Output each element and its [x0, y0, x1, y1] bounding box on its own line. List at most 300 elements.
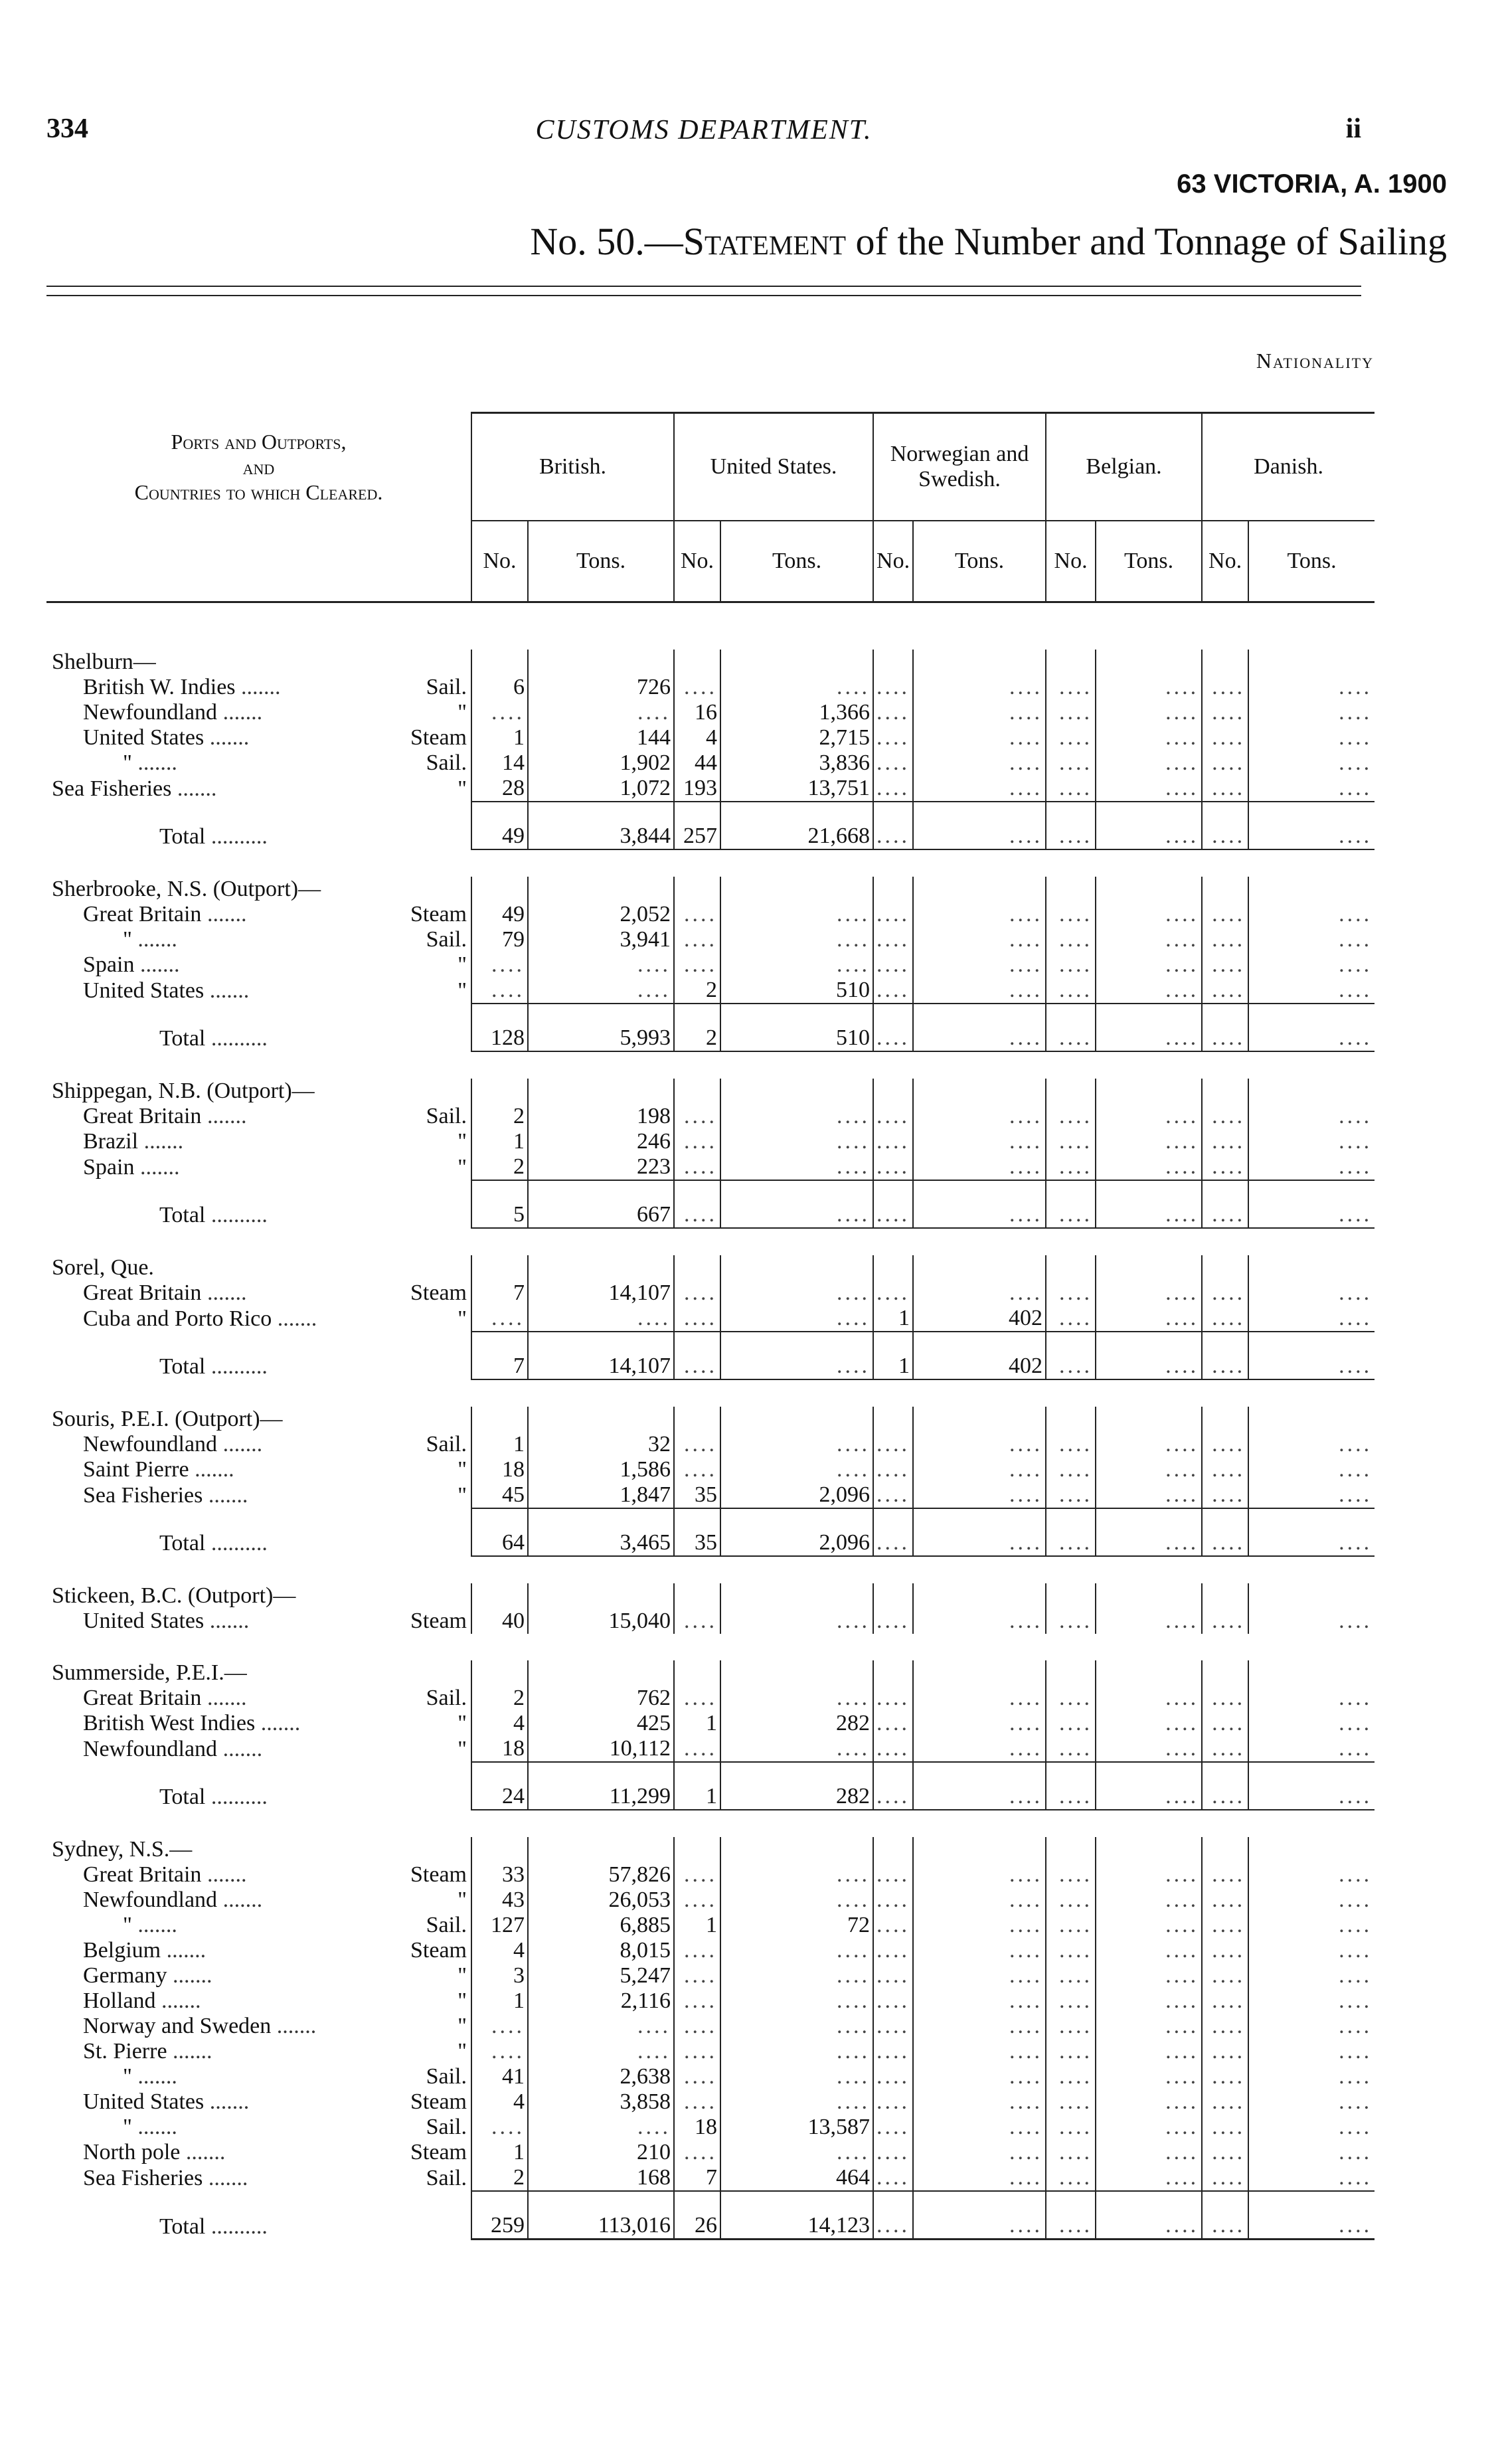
danish-no-empty	[1202, 1913, 1248, 1938]
danish-no-empty	[1202, 2165, 1248, 2191]
vessel-kind: Steam	[410, 725, 467, 750]
us-no: 4	[674, 725, 720, 750]
row-stub	[46, 1306, 471, 1332]
norw-swed-tons-empty	[913, 1004, 1046, 1051]
norw-swed-no-empty	[873, 1963, 913, 1988]
vessel-kind: Steam	[410, 1862, 467, 1887]
blank-cell	[1046, 877, 1096, 902]
danish-tons-empty	[1248, 1938, 1375, 1963]
vessel-kind: "	[458, 2039, 467, 2064]
belgian-no-empty	[1046, 1432, 1096, 1457]
british-tons-empty	[528, 2014, 674, 2039]
us-tons-empty	[720, 1862, 873, 1888]
us-no-empty	[674, 1736, 720, 1762]
spacer-row	[46, 1556, 1375, 1583]
country-name: United States	[83, 1609, 205, 1633]
belgian-no-empty	[1046, 1280, 1096, 1306]
dot-leader: .......	[203, 2166, 248, 2190]
british-tons: 11,299	[528, 1762, 674, 1810]
vessel-kind: "	[458, 1155, 467, 1180]
norw-swed-no-empty	[873, 952, 913, 978]
danish-no-empty	[1202, 1711, 1248, 1736]
blank-cell	[674, 1407, 720, 1432]
country-name: "	[123, 2064, 132, 2089]
us-tons: 13,751	[720, 776, 873, 802]
british-tons: 8,015	[528, 1938, 674, 1963]
spacer-cell	[46, 1634, 1375, 1660]
us-no-empty	[674, 1280, 720, 1306]
us-no: 18	[674, 2115, 720, 2140]
british-tons: 1,072	[528, 776, 674, 802]
belgian-no-empty	[1046, 902, 1096, 927]
us-no-empty	[674, 902, 720, 927]
us-no: 26	[674, 2191, 720, 2240]
norw-swed-tons-empty	[913, 902, 1046, 927]
dot-leader: ..........	[205, 1203, 268, 1227]
country-name: Germany	[83, 1963, 167, 1988]
total-stub	[46, 1180, 471, 1228]
dot-leader: .......	[189, 1457, 234, 1482]
blank-cell	[471, 1079, 528, 1104]
norw-swed-tons-empty	[913, 1154, 1046, 1180]
dot-leader: .......	[217, 1432, 263, 1456]
danish-tons-empty	[1248, 2165, 1375, 2191]
row-stub	[46, 1736, 471, 1762]
table-row	[46, 2115, 1375, 2140]
british-tons: 3,858	[528, 2089, 674, 2115]
us-tons-empty	[720, 1457, 873, 1482]
norw-swed-no: 1	[873, 1332, 913, 1379]
danish-no-empty	[1202, 2140, 1248, 2165]
british-no-empty	[471, 700, 528, 725]
norw-swed-no-empty	[873, 1609, 913, 1634]
dot-leader: ..........	[205, 1785, 268, 1809]
danish-tons-empty	[1248, 2140, 1375, 2165]
spacer-cell	[46, 849, 1375, 877]
danish-no-empty	[1202, 2115, 1248, 2140]
norw-swed-tons-empty	[913, 750, 1046, 776]
british-no: 41	[471, 2064, 528, 2089]
total-stub	[46, 1004, 471, 1051]
table-row	[46, 1432, 1375, 1457]
british-tons: 26,053	[528, 1888, 674, 1913]
row-stub	[46, 902, 471, 927]
blank-cell	[720, 1660, 873, 1686]
norw-swed-tons-empty	[913, 1508, 1046, 1556]
danish-no-empty	[1202, 1609, 1248, 1634]
blank-cell	[1046, 1660, 1096, 1686]
blank-cell	[1248, 1837, 1375, 1862]
us-tons-empty	[720, 2039, 873, 2064]
stub-header-line: Ports and Outports,	[171, 429, 347, 454]
belgian-tons-empty	[1096, 1913, 1202, 1938]
danish-tons-empty	[1248, 2014, 1375, 2039]
british-tons: 6,885	[528, 1913, 674, 1938]
spacer-cell	[46, 1810, 1375, 1837]
total-row	[46, 802, 1375, 849]
vessel-kind: Sail.	[426, 2064, 467, 2089]
country-name: Newfoundland	[83, 1888, 218, 1912]
danish-no-empty	[1202, 1888, 1248, 1913]
section-row	[46, 1407, 1375, 1432]
country-name: Spain	[83, 1155, 135, 1180]
row-stub	[46, 1457, 471, 1482]
norw-swed-no-empty	[873, 978, 913, 1004]
norw-swed-no-empty	[873, 700, 913, 725]
belgian-tons-empty	[1096, 802, 1202, 849]
blank-cell	[1046, 1079, 1096, 1104]
british-no: 43	[471, 1888, 528, 1913]
british-no: 4	[471, 1711, 528, 1736]
statement-word: Statement	[683, 220, 847, 263]
us-tons-empty	[720, 927, 873, 952]
blank-cell	[1046, 1583, 1096, 1609]
column-group-header: Danish.	[1202, 413, 1375, 521]
total-row	[46, 1762, 1375, 1810]
blank-cell	[1046, 1837, 1096, 1862]
belgian-no-empty	[1046, 1686, 1096, 1711]
belgian-tons-empty	[1096, 1104, 1202, 1129]
vessel-kind: "	[458, 952, 467, 977]
norw-swed-no-empty	[873, 725, 913, 750]
row-stub	[46, 1988, 471, 2014]
blank-cell	[1096, 1079, 1202, 1104]
dot-leader: .......	[271, 2014, 317, 2038]
belgian-tons-empty	[1096, 700, 1202, 725]
column-group-header: Norwegian and Swedish.	[873, 413, 1046, 521]
british-no: 6	[471, 675, 528, 700]
blank-cell	[913, 1255, 1046, 1280]
vessel-kind: "	[458, 1306, 467, 1331]
blank-cell	[471, 650, 528, 675]
danish-no-empty	[1202, 1280, 1248, 1306]
british-no-empty	[471, 1306, 528, 1332]
header-double-rule	[46, 286, 1361, 296]
table-row	[46, 2039, 1375, 2064]
vessel-kind: "	[458, 1963, 467, 1988]
us-tons: 2,096	[720, 1508, 873, 1556]
norw-swed-tons: 402	[913, 1332, 1046, 1379]
blank-cell	[1202, 1079, 1248, 1104]
us-no-empty	[674, 1686, 720, 1711]
blank-cell	[674, 1079, 720, 1104]
norw-swed-tons-empty	[913, 802, 1046, 849]
norw-swed-no-empty	[873, 1482, 913, 1508]
danish-tons-empty	[1248, 1280, 1375, 1306]
dot-leader: ..........	[205, 1026, 268, 1051]
belgian-no-empty	[1046, 1129, 1096, 1154]
danish-tons-empty	[1248, 1711, 1375, 1736]
country-name: "	[123, 2115, 132, 2139]
blank-cell	[1202, 1407, 1248, 1432]
blank-cell	[1202, 1255, 1248, 1280]
british-tons: 246	[528, 1129, 674, 1154]
us-tons-empty	[720, 1154, 873, 1180]
spacer-row	[46, 1228, 1375, 1255]
dot-leader: .......	[131, 750, 177, 775]
row-stub	[46, 1913, 471, 1938]
row-stub	[46, 2140, 471, 2165]
blank-cell	[528, 650, 674, 675]
norw-swed-no-empty	[873, 1457, 913, 1482]
table-row	[46, 978, 1375, 1004]
belgian-no-empty	[1046, 1482, 1096, 1508]
country-name: Belgium	[83, 1938, 161, 1963]
table-row	[46, 1963, 1375, 1988]
norw-swed-no-empty	[873, 776, 913, 802]
british-tons: 2,052	[528, 902, 674, 927]
danish-tons-empty	[1248, 1609, 1375, 1634]
norw-swed-no-empty	[873, 2140, 913, 2165]
belgian-tons-empty	[1096, 1129, 1202, 1154]
us-no: 2	[674, 1004, 720, 1051]
us-no-empty	[674, 1888, 720, 1913]
us-tons: 464	[720, 2165, 873, 2191]
belgian-tons-empty	[1096, 1457, 1202, 1482]
british-tons: 3,465	[528, 1508, 674, 1556]
belgian-no-empty	[1046, 1306, 1096, 1332]
us-tons-empty	[720, 1280, 873, 1306]
belgian-no-empty	[1046, 750, 1096, 776]
norw-swed-tons-empty	[913, 776, 1046, 802]
british-no: 259	[471, 2191, 528, 2240]
us-tons-empty	[720, 902, 873, 927]
spacer-row	[46, 602, 1375, 650]
belgian-no-empty	[1046, 2064, 1096, 2089]
table-row	[46, 1938, 1375, 1963]
country-name: Holland	[83, 1988, 156, 2013]
norw-swed-tons-empty	[913, 1104, 1046, 1129]
british-tons: 425	[528, 1711, 674, 1736]
danish-no-empty	[1202, 1104, 1248, 1129]
stub-header-line: Countries to which Cleared.	[134, 480, 383, 504]
no-header: No.	[471, 521, 528, 602]
blank-cell	[674, 1837, 720, 1862]
british-no: 4	[471, 1938, 528, 1963]
danish-tons-empty	[1248, 2089, 1375, 2115]
belgian-tons-empty	[1096, 1963, 1202, 1988]
vessel-kind: "	[458, 978, 467, 1003]
country-name: Saint Pierre	[83, 1457, 189, 1482]
danish-tons-empty	[1248, 1963, 1375, 1988]
norw-swed-no-empty	[873, 2191, 913, 2240]
us-no: 1	[674, 1711, 720, 1736]
norw-swed-tons-empty	[913, 952, 1046, 978]
danish-tons-empty	[1248, 952, 1375, 978]
british-tons: 223	[528, 1154, 674, 1180]
blank-cell	[873, 1583, 913, 1609]
us-tons: 72	[720, 1913, 873, 1938]
norw-swed-tons-empty	[913, 2039, 1046, 2064]
vessel-kind: Steam	[410, 2140, 467, 2164]
us-no-empty	[674, 1609, 720, 1634]
danish-tons-empty	[1248, 1686, 1375, 1711]
belgian-tons-empty	[1096, 2165, 1202, 2191]
blank-cell	[1096, 1255, 1202, 1280]
danish-tons-empty	[1248, 750, 1375, 776]
blank-cell	[528, 1255, 674, 1280]
british-tons: 2,116	[528, 1988, 674, 2014]
us-no-empty	[674, 1862, 720, 1888]
belgian-no-empty	[1046, 1762, 1096, 1810]
british-no: 14	[471, 750, 528, 776]
british-tons-empty	[528, 700, 674, 725]
vessel-kind: "	[458, 1457, 467, 1482]
dot-leader: .......	[161, 1938, 207, 1963]
belgian-no-empty	[1046, 1963, 1096, 1988]
belgian-no-empty	[1046, 1004, 1096, 1051]
norw-swed-no-empty	[873, 1280, 913, 1306]
norw-swed-tons-empty	[913, 1938, 1046, 1963]
spacer-row	[46, 849, 1375, 877]
table-row	[46, 1609, 1375, 1634]
row-stub	[46, 1938, 471, 1963]
blank-cell	[674, 1255, 720, 1280]
stub-header-line: and	[242, 454, 275, 479]
us-tons-empty	[720, 1180, 873, 1228]
us-no: 193	[674, 776, 720, 802]
total-row	[46, 1508, 1375, 1556]
blank-cell	[1248, 1407, 1375, 1432]
blank-cell	[873, 1407, 913, 1432]
table-row	[46, 2014, 1375, 2039]
british-tons-empty	[528, 2039, 674, 2064]
dot-leader: .......	[134, 1155, 180, 1180]
blank-cell	[913, 650, 1046, 675]
country-name: Great Britain	[83, 1686, 202, 1710]
blank-cell	[674, 877, 720, 902]
country-name: North pole	[83, 2140, 181, 2164]
norw-swed-tons-empty	[913, 2191, 1046, 2240]
us-no-empty	[674, 1129, 720, 1154]
norw-swed-no-empty	[873, 902, 913, 927]
us-no-empty	[674, 2089, 720, 2115]
column-group-header: Belgian.	[1046, 413, 1202, 521]
blank-cell	[528, 1407, 674, 1432]
no-header: No.	[1202, 521, 1248, 602]
belgian-no-empty	[1046, 978, 1096, 1004]
country-name: Sea Fisheries	[52, 776, 172, 801]
dot-leader: .......	[155, 1988, 201, 2013]
row-stub	[46, 2165, 471, 2191]
danish-tons-empty	[1248, 675, 1375, 700]
blank-cell	[913, 877, 1046, 902]
blank-cell	[1046, 650, 1096, 675]
us-no: 1	[674, 1762, 720, 1810]
british-tons: 762	[528, 1686, 674, 1711]
blank-cell	[1096, 650, 1202, 675]
belgian-tons-empty	[1096, 2014, 1202, 2039]
blank-cell	[1248, 1583, 1375, 1609]
us-tons-empty	[720, 2089, 873, 2115]
blank-cell	[471, 1407, 528, 1432]
table-row	[46, 1154, 1375, 1180]
british-tons: 14,107	[528, 1332, 674, 1379]
blank-cell	[1046, 1255, 1096, 1280]
belgian-tons-empty	[1096, 1508, 1202, 1556]
dot-leader: .......	[201, 1104, 247, 1128]
table-row	[46, 1913, 1375, 1938]
vessel-kind: Sail.	[426, 2166, 467, 2190]
british-tons: 5,993	[528, 1004, 674, 1051]
dot-leader: .......	[204, 725, 250, 750]
blank-cell	[1202, 1583, 1248, 1609]
stub-header-spacer	[46, 521, 471, 602]
vessel-kind: Sail.	[426, 927, 467, 952]
dot-leader: .......	[201, 1280, 247, 1305]
vessel-kind: Steam	[410, 902, 467, 926]
belgian-tons-empty	[1096, 1004, 1202, 1051]
us-tons-empty	[720, 1104, 873, 1129]
norw-swed-tons-empty	[913, 700, 1046, 725]
british-no: 1	[471, 2140, 528, 2165]
norw-swed-no-empty	[873, 1180, 913, 1228]
norw-swed-tons-empty	[913, 1280, 1046, 1306]
british-tons: 667	[528, 1180, 674, 1228]
norw-swed-no-empty	[873, 1888, 913, 1913]
section-row	[46, 1837, 1375, 1862]
session-label: 63 VICTORIA, A. 1900	[1177, 169, 1447, 199]
dot-leader: .......	[272, 1306, 317, 1331]
british-no: 40	[471, 1609, 528, 1634]
british-tons: 15,040	[528, 1609, 674, 1634]
british-no: 49	[471, 802, 528, 849]
british-no: 64	[471, 1508, 528, 1556]
spacer-cell	[46, 1051, 1375, 1079]
us-no-empty	[674, 2140, 720, 2165]
us-no-empty	[674, 1963, 720, 1988]
belgian-tons-empty	[1096, 2191, 1202, 2240]
british-tons: 2,638	[528, 2064, 674, 2089]
belgian-no-empty	[1046, 1508, 1096, 1556]
norw-swed-tons-empty	[913, 1711, 1046, 1736]
vessel-kind: "	[458, 1888, 467, 1912]
norw-swed-tons-empty	[913, 2115, 1046, 2140]
us-tons: 14,123	[720, 2191, 873, 2240]
us-no-empty	[674, 1457, 720, 1482]
british-no: 2	[471, 2165, 528, 2191]
us-tons: 2,715	[720, 725, 873, 750]
british-tons: 57,826	[528, 1862, 674, 1888]
vessel-kind: "	[458, 1129, 467, 1154]
belgian-no-empty	[1046, 2014, 1096, 2039]
row-stub	[46, 1862, 471, 1888]
british-no: 128	[471, 1004, 528, 1051]
row-stub	[46, 952, 471, 978]
norw-swed-tons-empty	[913, 2140, 1046, 2165]
british-no: 7	[471, 1280, 528, 1306]
danish-no-empty	[1202, 1862, 1248, 1888]
dot-leader: ..........	[205, 2214, 268, 2239]
spacer-row	[46, 1810, 1375, 1837]
norw-swed-tons-empty	[913, 1963, 1046, 1988]
belgian-no-empty	[1046, 700, 1096, 725]
belgian-tons-empty	[1096, 1609, 1202, 1634]
danish-no-empty	[1202, 1938, 1248, 1963]
dot-leader: .......	[138, 1129, 184, 1154]
danish-no-empty	[1202, 1457, 1248, 1482]
section-row	[46, 650, 1375, 675]
blank-cell	[720, 1837, 873, 1862]
belgian-tons-empty	[1096, 776, 1202, 802]
british-no: 2	[471, 1104, 528, 1129]
british-no-empty	[471, 978, 528, 1004]
table-row	[46, 2165, 1375, 2191]
table-row	[46, 1457, 1375, 1482]
us-no-empty	[674, 1938, 720, 1963]
british-no: 49	[471, 902, 528, 927]
british-tons: 32	[528, 1432, 674, 1457]
